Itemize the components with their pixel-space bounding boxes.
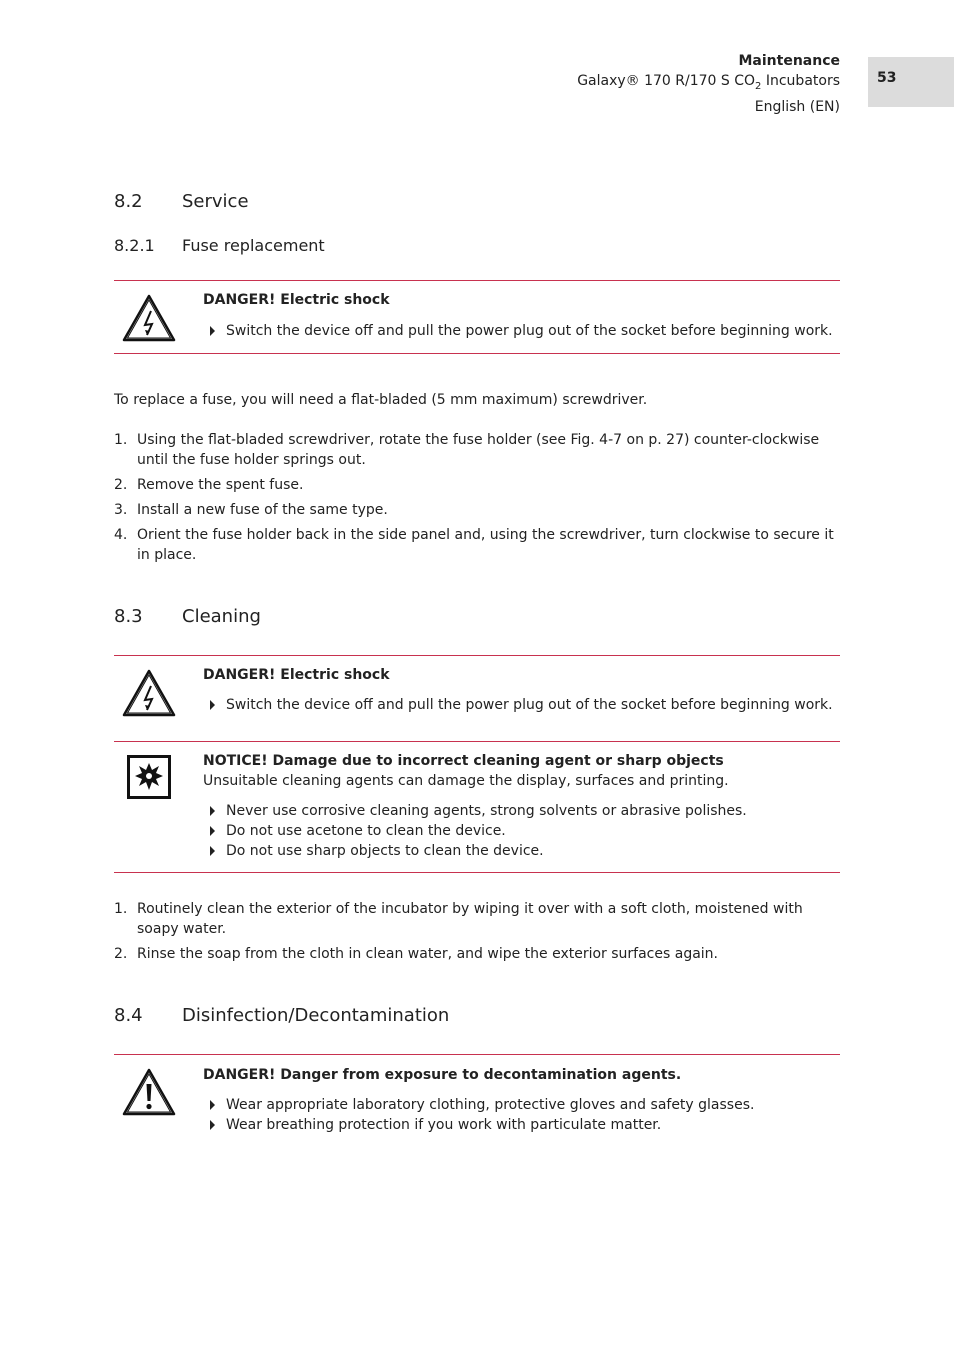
cleaning-steps bbox=[114, 899, 840, 969]
notice-content bbox=[203, 751, 840, 861]
list-item: 1. Routinely clean the exterior of the incubator by wiping it over with a soft cloth, moistened with soapy water. bbox=[114, 901, 803, 937]
fuse-intro: To replace a fuse, you will need a flat-bladed (5 mm maximum) screwdriver. bbox=[114, 392, 648, 408]
notice-text: Unsuitable cleaning agents can damage the display, surfaces and printing. bbox=[203, 773, 729, 789]
heading-8-2 bbox=[114, 191, 249, 212]
notice-title: NOTICE! Damage due to incorrect cleaning agent or sharp objects bbox=[203, 753, 724, 769]
heading-title: Fuse replacement bbox=[182, 236, 325, 255]
header-product bbox=[577, 71, 840, 97]
heading-title: Disinfection/Decontamination bbox=[182, 1005, 450, 1026]
list-item: 3. Install a new fuse of the same type. bbox=[114, 502, 388, 518]
list-item-text: Using the flat-bladed screwdriver, rotate the fuse holder (see Fig. 4-7 on p. 27) counter-clockwise until the fuse holder springs out. bbox=[137, 432, 820, 468]
notice-bullet: Never use corrosive cleaning agents, strong solvents or abrasive polishes. bbox=[203, 801, 840, 821]
electric-shock-icon bbox=[122, 294, 176, 342]
damage-notice-icon bbox=[127, 755, 171, 799]
heading-number: 8.2.1 bbox=[114, 236, 155, 255]
header-product-prefix: Galaxy® 170 R/170 S CO bbox=[577, 73, 756, 89]
danger-box-electric-shock bbox=[114, 280, 840, 354]
danger-title: DANGER! Electric shock bbox=[203, 292, 390, 308]
danger-title: DANGER! Electric shock bbox=[203, 667, 390, 683]
general-warning-icon bbox=[122, 1068, 176, 1116]
list-item-text: Rinse the soap from the cloth in clean water, and wipe the exterior surfaces again. bbox=[137, 946, 718, 962]
list-item-text: Remove the spent fuse. bbox=[137, 477, 304, 493]
list-item: 2. Rinse the soap from the cloth in clean water, and wipe the exterior surfaces again. bbox=[114, 946, 718, 962]
danger-content bbox=[203, 290, 840, 341]
list-item-text: Orient the fuse holder back in the side panel and, using the screwdriver, turn clockwise to secure it in place. bbox=[137, 527, 834, 563]
list-item: 4. Orient the fuse holder back in the side panel and, using the screwdriver, turn clockwise to secure it in place. bbox=[114, 527, 834, 563]
list-item-text: Install a new fuse of the same type. bbox=[137, 502, 388, 518]
fuse-steps bbox=[114, 430, 840, 570]
running-header bbox=[577, 51, 840, 117]
notice-bullet: Do not use sharp objects to clean the device. bbox=[203, 841, 840, 861]
heading-title: Service bbox=[182, 191, 249, 212]
page-number: 53 bbox=[868, 57, 954, 107]
danger-bullet: Switch the device off and pull the power plug out of the socket before beginning work. bbox=[203, 321, 840, 341]
list-item: 1. Using the flat-bladed screwdriver, rotate the fuse holder (see Fig. 4-7 on p. 27) counter-clockwise until the fuse holder springs out. bbox=[114, 432, 820, 468]
header-product-suffix: Incubators bbox=[761, 73, 840, 89]
danger-content bbox=[203, 1065, 840, 1135]
header-product-sub: 2 bbox=[755, 80, 762, 92]
header-language: English (EN) bbox=[754, 98, 840, 115]
danger-box-electric-shock-2 bbox=[114, 655, 840, 742]
danger-bullet: Wear breathing protection if you work with particulate matter. bbox=[203, 1115, 840, 1135]
danger-bullet: Switch the device off and pull the power plug out of the socket before beginning work. bbox=[203, 695, 840, 715]
heading-8-4 bbox=[114, 1005, 449, 1026]
danger-content bbox=[203, 665, 840, 715]
header-section: Maintenance bbox=[738, 53, 840, 69]
electric-shock-icon bbox=[122, 669, 176, 717]
notice-box bbox=[114, 741, 840, 873]
heading-number: 8.3 bbox=[114, 606, 143, 627]
heading-number: 8.4 bbox=[114, 1005, 143, 1026]
danger-bullet: Wear appropriate laboratory clothing, protective gloves and safety glasses. bbox=[203, 1095, 840, 1115]
danger-box-decontamination bbox=[114, 1054, 840, 1144]
danger-title: DANGER! Danger from exposure to decontamination agents. bbox=[203, 1067, 682, 1083]
heading-number: 8.2 bbox=[114, 191, 143, 212]
heading-title: Cleaning bbox=[182, 606, 261, 627]
notice-bullet: Do not use acetone to clean the device. bbox=[203, 821, 840, 841]
list-item: 2. Remove the spent fuse. bbox=[114, 477, 304, 493]
heading-8-3 bbox=[114, 606, 261, 627]
list-item-text: Routinely clean the exterior of the incubator by wiping it over with a soft cloth, moistened with soapy water. bbox=[137, 901, 803, 937]
heading-8-2-1 bbox=[114, 236, 325, 255]
